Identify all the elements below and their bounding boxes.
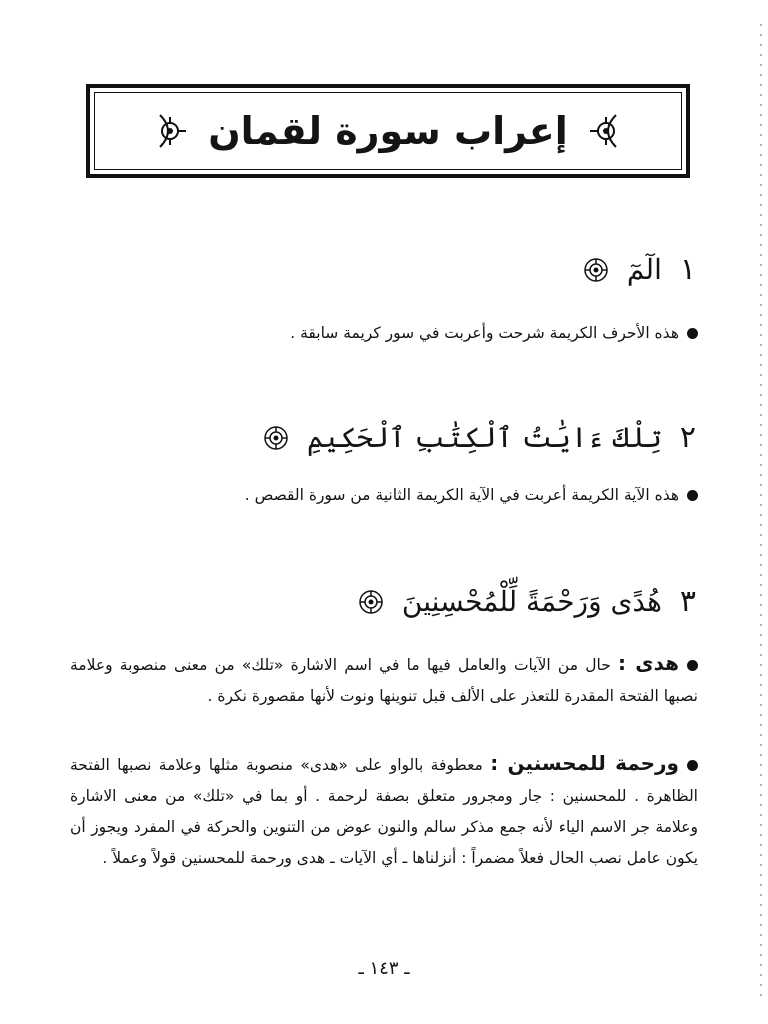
explanation-text: هذه الأحرف الكريمة شرحت وأعربت في سور كريمة سابقة . (290, 324, 679, 342)
verse-3-item-huda (70, 648, 698, 712)
bullet-icon (687, 328, 698, 339)
term-label: ورحمة للمحسنين : (490, 751, 679, 775)
page-title: إعراب سورة لقمان (208, 109, 568, 153)
rosette-icon (583, 257, 609, 283)
page-number: ـ ١٤٣ ـ (358, 958, 410, 979)
verse-1-explanation (70, 318, 698, 349)
verse-number: ٣ (679, 584, 696, 619)
verse-text: الٓمٓ (626, 253, 662, 286)
margin-dots (760, 20, 762, 1004)
title-inner (94, 92, 682, 170)
bullet-icon (687, 660, 698, 671)
item-body: معطوفة بالواو على «هدى» منصوبة مثلها وعلامة نصبها الفتحة الظاهرة . للمحسنين : جار ومجرور متعلق بصفة لرحمة . أو بما في «تلك» من معنى الاشارة وعلامة جر الاسم الياء لأنه جمع مذكر سالم والنون عوض من التنوين والحركة في المفرد ويجوز أن يكون عامل نصب الحال فعلاً مضمراً : أنزلناها ـ أي الآيات ـ هدى ورحمة للمحسنين قولاً وعملاً . (70, 756, 698, 867)
verse-2-heading (263, 420, 696, 455)
verse-2-explanation (70, 480, 698, 511)
item-body: حال من الآيات والعامل فيها ما في اسم الاشارة «تلك» من معنى منصوبة وعلامة نصبها الفتحة المقدرة للتعذر على الألف قبل تنوينها ونوت لأنها مقصورة نكرة . (70, 656, 698, 705)
verse-text: هُدًى وَرَحْمَةً لِّلْمُحْسِنِينَ (401, 585, 662, 618)
verse-1-heading (583, 252, 696, 287)
verse-number: ٢ (679, 420, 696, 455)
verse-text: تِلْكَ ءَايَٰتُ ٱلْكِتَٰبِ ٱلْحَكِيمِ (307, 421, 662, 454)
explanation-text: هذه الآية الكريمة أعربت في الآية الكريمة الثانية من سورة القصص . (244, 486, 679, 504)
term-label: هدى : (618, 651, 679, 675)
rosette-icon (358, 589, 384, 615)
title-frame (86, 84, 690, 178)
bullet-icon (687, 490, 698, 501)
rosette-icon (263, 425, 289, 451)
verse-3-item-rahma (70, 748, 698, 874)
verse-3-heading (358, 584, 696, 619)
ornament-left-icon (148, 111, 190, 151)
verse-number: ١ (679, 252, 696, 287)
bullet-icon (687, 760, 698, 771)
ornament-right-icon (586, 111, 628, 151)
